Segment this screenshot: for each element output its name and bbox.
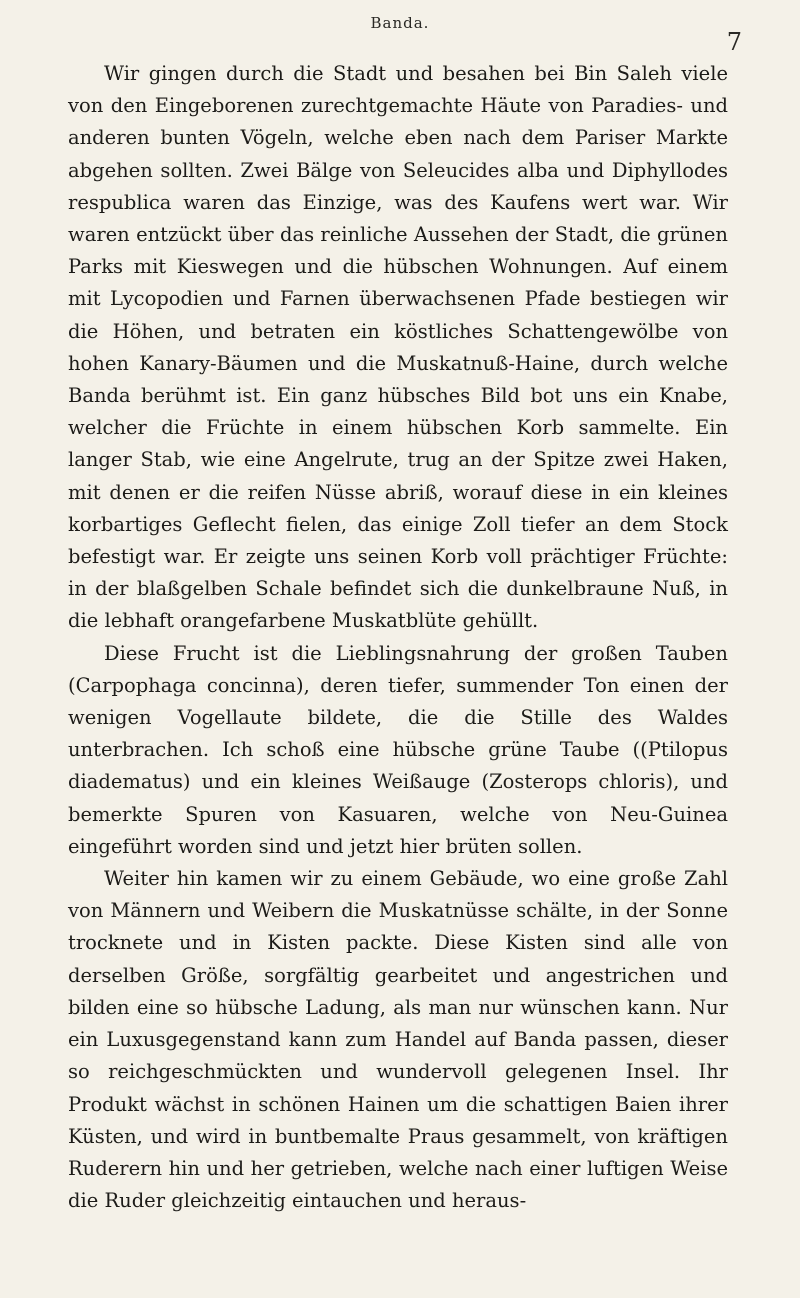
paragraph: Weiter hin kamen wir zu einem Gebäude, wo eine große Zahl von Männern und Weibern die Muskatnüsse schälte, in der Sonne trocknete und in Kisten packte. Diese Kisten sind alle von derselben Größe, sorgfältig gearbeitet und angestrichen und bilden eine so hübsche Ladung, als man nur wünschen kann. Nur ein Luxusgegenstand kann zum Handel auf Banda passen, dieser so reichgeschmückten und wundervoll gelegenen Insel. Ihr Produkt wächst in schönen Hainen um die schattigen Baien ihrer Küsten, und wird in buntbemalte Praus gesammelt, von kräftigen Ruderern hin und her getrieben, welche nach einer luftigen Weise die Ruder gleichzeitig eintauchen und heraus-	[68, 867, 728, 1213]
page-number: 7	[726, 28, 742, 56]
body-text	[68, 58, 728, 1217]
running-title: Banda.	[370, 14, 430, 32]
paragraph: Wir gingen durch die Stadt und besahen bei Bin Saleh viele von den Eingeborenen zurechtgemachte Häute von Paradies- und anderen bunten Vögeln, welche eben nach dem Pariser Markte abgehen sollten. Zwei Bälge von Seleucides alba und Diphyllodes respublica waren das Einzige, was des Kaufens wert war. Wir waren entzückt über das reinliche Aussehen der Stadt, die grünen Parks mit Kieswegen und die hübschen Wohnungen. Auf einem mit Lycopodien und Farnen überwachsenen Pfade bestiegen wir die Höhen, und betraten ein köstliches Schattengewölbe von hohen Kanary-Bäumen und die Muskatnuß-Haine, durch welche Banda berühmt ist. Ein ganz hübsches Bild bot uns ein Knabe, welcher die Früchte in einem hübschen Korb sammelte. Ein langer Stab, wie eine Angelrute, trug an der Spitze zwei Haken, mit denen er die reifen Nüsse abriß, worauf diese in ein kleines korbartiges Geflecht fielen, das einige Zoll tiefer an dem Stock befestigt war. Er zeigte uns seinen Korb voll prächtiger Früchte: in der blaßgelben Schale befindet sich die dunkelbraune Nuß, in die lebhaft orangefarbene Muskatblüte gehüllt.	[68, 62, 728, 633]
paragraph: Diese Frucht ist die Lieblingsnahrung der großen Tauben (Carpophaga concinna), deren tiefer, summender Ton einen der wenigen Vogellaute bildete, die die Stille des Waldes unterbrachen. Ich schoß eine hübsche grüne Taube ((Ptilopus diadematus) und ein kleines Weißauge (Zosterops chloris), und bemerkte Spuren von Kasuaren, welche von Neu-Guinea eingeführt worden sind und jetzt hier brüten sollen.	[68, 641, 728, 858]
